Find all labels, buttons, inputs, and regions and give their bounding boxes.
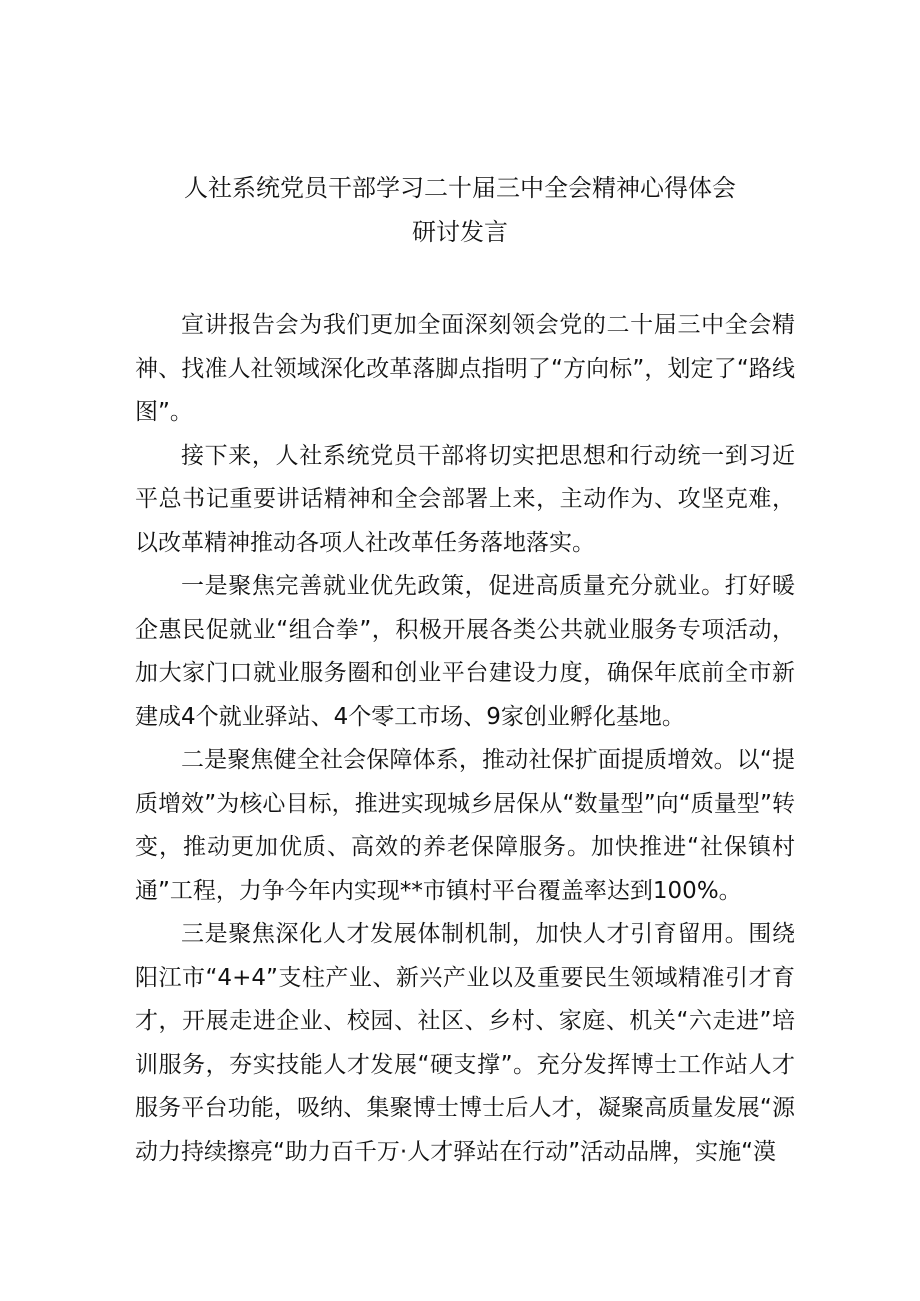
paragraph-next-steps: 接下来，人社系统党员干部将切实把思想和行动统一到习近平总书记重要讲话精神和全会部署上来，主动作为、攻坚克难，以改革精神推动各项人社改革任务落地落实。 [135, 442, 795, 556]
title-line-1: 人社系统党员干部学习二十届三中全会精神心得体会 [184, 174, 736, 202]
title-line-2: 研讨发言 [412, 218, 508, 246]
paragraph-talent: 三是聚焦深化人才发展体制机制，加快人才引育留用。围绕阳江市“4+4”支柱产业、新兴产业以及重要民生领域精准引才育才，开展走进企业、校园、社区、乡村、家庭、机关“六走进”培训服务，夯实技能人才发展“硬支撑”。充分发挥博士工作站人才服务平台功能，吸纳、集聚博士博士后人才，凝聚高质量发展“源动力持续擦亮“助力百千万·人才驿站在行动”活动品牌，实施“漠 [135, 921, 795, 1165]
paragraph-social-security: 二是聚焦健全社会保障体系，推动社保扩面提质增效。以“提质增效”为核心目标，推进实现城乡居保从“数量型”向“质量型”转变，推动更加优质、高效的养老保障服务。加快推进“社保镇村通”工程，力争今年内实现**市镇村平台覆盖率达到100%。 [135, 747, 795, 904]
document-title [0, 166, 920, 254]
document-body [135, 304, 795, 1174]
paragraph-employment: 一是聚焦完善就业优先政策，促进高质量充分就业。打好暖企惠民促就业“组合拳”，积极开展各类公共就业服务专项活动，加大家门口就业服务圈和创业平台建设力度，确保年底前全市新建成4个就业驿站、4个零工市场、9家创业孵化基地。 [135, 573, 795, 730]
paragraph-intro: 宣讲报告会为我们更加全面深刻领会党的二十届三中全会精神、找准人社领域深化改革落脚点指明了“方向标”，划定了“路线图”。 [135, 312, 795, 425]
